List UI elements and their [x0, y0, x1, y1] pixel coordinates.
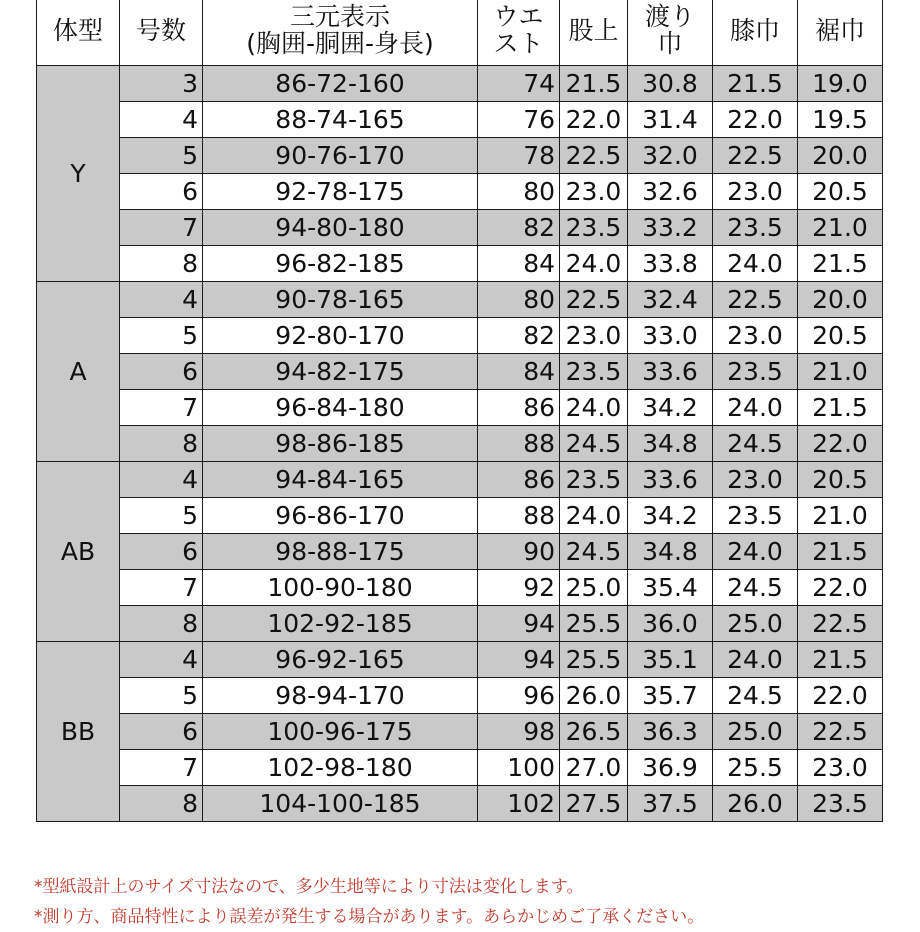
header-dimensions-line1: 三元表示: [289, 2, 390, 31]
thigh-cell: 33.2: [628, 210, 713, 246]
thigh-cell: 33.8: [628, 246, 713, 282]
dimensions-cell: 102-98-180: [203, 750, 478, 786]
dimensions-cell: 100-90-180: [203, 570, 478, 606]
size-number-cell: 6: [120, 354, 203, 390]
table-row: [37, 138, 883, 174]
header-waist: ウエ スト: [478, 0, 560, 66]
thigh-cell: 33.6: [628, 462, 713, 498]
hem-cell: 22.0: [798, 426, 883, 462]
waist-cell: 102: [478, 786, 560, 822]
size-number-cell: 3: [120, 66, 203, 102]
table-row: [37, 570, 883, 606]
hem-cell: 19.0: [798, 66, 883, 102]
table-row: [37, 462, 883, 498]
thigh-cell: 36.9: [628, 750, 713, 786]
table-row: [37, 534, 883, 570]
table-row: [37, 282, 883, 318]
size-number-cell: 8: [120, 606, 203, 642]
hem-cell: 23.0: [798, 750, 883, 786]
waist-cell: 90: [478, 534, 560, 570]
note-line: *測り方、商品特性により誤差が発生する場合があります。あらかじめご了承ください。: [34, 907, 705, 927]
header-body-type: 体型: [37, 0, 120, 66]
note-line: *型紙設計上のサイズ寸法なので、多少生地等により寸法は変化します。: [34, 877, 584, 897]
thigh-cell: 34.2: [628, 498, 713, 534]
knee-cell: 25.0: [713, 606, 798, 642]
waist-cell: 92: [478, 570, 560, 606]
hem-cell: 21.5: [798, 534, 883, 570]
dimensions-cell: 98-88-175: [203, 534, 478, 570]
knee-cell: 21.5: [713, 66, 798, 102]
table-row: [37, 354, 883, 390]
thigh-cell: 33.6: [628, 354, 713, 390]
body-type-cell: Y: [37, 66, 120, 282]
rise-cell: 25.5: [560, 642, 628, 678]
thigh-cell: 34.2: [628, 390, 713, 426]
hem-cell: 21.0: [798, 354, 883, 390]
knee-cell: 24.5: [713, 426, 798, 462]
size-number-cell: 7: [120, 210, 203, 246]
waist-cell: 76: [478, 102, 560, 138]
table-row: [37, 246, 883, 282]
knee-cell: 24.0: [713, 642, 798, 678]
waist-cell: 88: [478, 426, 560, 462]
size-number-cell: 4: [120, 102, 203, 138]
table-row: [37, 390, 883, 426]
rise-cell: 23.0: [560, 318, 628, 354]
dimensions-cell: 94-84-165: [203, 462, 478, 498]
rise-cell: 26.0: [560, 678, 628, 714]
waist-cell: 88: [478, 498, 560, 534]
table-row: [37, 642, 883, 678]
thigh-cell: 36.0: [628, 606, 713, 642]
knee-cell: 23.0: [713, 174, 798, 210]
thigh-cell: 35.7: [628, 678, 713, 714]
waist-cell: 78: [478, 138, 560, 174]
thigh-cell: 30.8: [628, 66, 713, 102]
rise-cell: 22.5: [560, 282, 628, 318]
rise-cell: 24.0: [560, 246, 628, 282]
rise-cell: 22.5: [560, 138, 628, 174]
hem-cell: 21.5: [798, 246, 883, 282]
thigh-cell: 35.1: [628, 642, 713, 678]
waist-cell: 84: [478, 246, 560, 282]
rise-cell: 24.5: [560, 426, 628, 462]
size-number-cell: 7: [120, 570, 203, 606]
hem-cell: 20.5: [798, 174, 883, 210]
table-row: [37, 786, 883, 822]
thigh-cell: 32.0: [628, 138, 713, 174]
waist-cell: 74: [478, 66, 560, 102]
waist-cell: 84: [478, 354, 560, 390]
size-number-cell: 5: [120, 678, 203, 714]
table-row: [37, 102, 883, 138]
knee-cell: 23.5: [713, 498, 798, 534]
thigh-cell: 32.6: [628, 174, 713, 210]
rise-cell: 26.5: [560, 714, 628, 750]
hem-cell: 20.5: [798, 318, 883, 354]
dimensions-cell: 96-84-180: [203, 390, 478, 426]
thigh-cell: 32.4: [628, 282, 713, 318]
waist-cell: 86: [478, 462, 560, 498]
size-number-cell: 8: [120, 786, 203, 822]
size-number-cell: 4: [120, 282, 203, 318]
rise-cell: 24.0: [560, 498, 628, 534]
size-number-cell: 6: [120, 174, 203, 210]
dimensions-cell: 92-78-175: [203, 174, 478, 210]
hem-cell: 19.5: [798, 102, 883, 138]
knee-cell: 26.0: [713, 786, 798, 822]
dimensions-cell: 94-82-175: [203, 354, 478, 390]
rise-cell: 23.5: [560, 354, 628, 390]
rise-cell: 24.0: [560, 390, 628, 426]
knee-cell: 23.5: [713, 210, 798, 246]
waist-cell: 96: [478, 678, 560, 714]
knee-cell: 24.0: [713, 390, 798, 426]
size-chart-table: [36, 0, 883, 822]
rise-cell: 23.0: [560, 174, 628, 210]
hem-cell: 20.5: [798, 462, 883, 498]
table-row: [37, 678, 883, 714]
thigh-cell: 37.5: [628, 786, 713, 822]
body-type-cell: A: [37, 282, 120, 462]
header-thigh: 渡り 巾: [628, 0, 713, 66]
table-row: [37, 714, 883, 750]
dimensions-cell: 104-100-185: [203, 786, 478, 822]
thigh-cell: 31.4: [628, 102, 713, 138]
hem-cell: 23.5: [798, 786, 883, 822]
table-row: [37, 498, 883, 534]
knee-cell: 23.0: [713, 462, 798, 498]
waist-cell: 80: [478, 282, 560, 318]
waist-cell: 100: [478, 750, 560, 786]
thigh-cell: 33.0: [628, 318, 713, 354]
size-number-cell: 4: [120, 462, 203, 498]
size-number-cell: 6: [120, 534, 203, 570]
hem-cell: 21.5: [798, 390, 883, 426]
body-type-cell: AB: [37, 462, 120, 642]
dimensions-cell: 90-76-170: [203, 138, 478, 174]
size-number-cell: 5: [120, 138, 203, 174]
size-number-cell: 4: [120, 642, 203, 678]
dimensions-cell: 102-92-185: [203, 606, 478, 642]
header-dimensions: [203, 0, 478, 66]
knee-cell: 24.0: [713, 534, 798, 570]
knee-cell: 22.5: [713, 138, 798, 174]
rise-cell: 25.0: [560, 570, 628, 606]
waist-cell: 94: [478, 606, 560, 642]
waist-cell: 86: [478, 390, 560, 426]
dimensions-cell: 96-92-165: [203, 642, 478, 678]
hem-cell: 20.0: [798, 282, 883, 318]
knee-cell: 24.5: [713, 570, 798, 606]
knee-cell: 24.5: [713, 678, 798, 714]
size-number-cell: 5: [120, 318, 203, 354]
hem-cell: 21.5: [798, 642, 883, 678]
hem-cell: 21.0: [798, 498, 883, 534]
knee-cell: 23.5: [713, 354, 798, 390]
dimensions-cell: 90-78-165: [203, 282, 478, 318]
waist-cell: 82: [478, 210, 560, 246]
body-type-cell: BB: [37, 642, 120, 822]
hem-cell: 22.5: [798, 606, 883, 642]
hem-cell: 22.5: [798, 714, 883, 750]
table-row: [37, 174, 883, 210]
knee-cell: 22.5: [713, 282, 798, 318]
size-number-cell: 7: [120, 390, 203, 426]
size-number-cell: 8: [120, 246, 203, 282]
hem-cell: 22.0: [798, 570, 883, 606]
thigh-cell: 34.8: [628, 426, 713, 462]
rise-cell: 25.5: [560, 606, 628, 642]
table-body: [37, 66, 883, 822]
knee-cell: 25.5: [713, 750, 798, 786]
table-row: [37, 66, 883, 102]
waist-cell: 94: [478, 642, 560, 678]
size-number-cell: 8: [120, 426, 203, 462]
table-row: [37, 318, 883, 354]
rise-cell: 21.5: [560, 66, 628, 102]
thigh-cell: 34.8: [628, 534, 713, 570]
header-rise: 股上: [560, 0, 628, 66]
knee-cell: 23.0: [713, 318, 798, 354]
hem-cell: 20.0: [798, 138, 883, 174]
table-row: [37, 210, 883, 246]
hem-cell: 22.0: [798, 678, 883, 714]
knee-cell: 22.0: [713, 102, 798, 138]
header-dimensions-line2: (胸囲-胴囲-身長): [246, 29, 434, 58]
knee-cell: 25.0: [713, 714, 798, 750]
table-row: [37, 606, 883, 642]
dimensions-cell: 96-86-170: [203, 498, 478, 534]
notes: [34, 872, 914, 932]
dimensions-cell: 98-94-170: [203, 678, 478, 714]
size-number-cell: 7: [120, 750, 203, 786]
waist-cell: 98: [478, 714, 560, 750]
dimensions-cell: 86-72-160: [203, 66, 478, 102]
dimensions-cell: 94-80-180: [203, 210, 478, 246]
waist-cell: 82: [478, 318, 560, 354]
dimensions-cell: 96-82-185: [203, 246, 478, 282]
rise-cell: 23.5: [560, 210, 628, 246]
thigh-cell: 36.3: [628, 714, 713, 750]
header-row: [37, 0, 883, 66]
rise-cell: 27.5: [560, 786, 628, 822]
dimensions-cell: 100-96-175: [203, 714, 478, 750]
dimensions-cell: 92-80-170: [203, 318, 478, 354]
rise-cell: 22.0: [560, 102, 628, 138]
rise-cell: 23.5: [560, 462, 628, 498]
header-hem: 裾巾: [798, 0, 883, 66]
size-number-cell: 5: [120, 498, 203, 534]
rise-cell: 24.5: [560, 534, 628, 570]
size-number-cell: 6: [120, 714, 203, 750]
hem-cell: 21.0: [798, 210, 883, 246]
header-size-number: 号数: [120, 0, 203, 66]
table-row: [37, 426, 883, 462]
table-row: [37, 750, 883, 786]
dimensions-cell: 98-86-185: [203, 426, 478, 462]
rise-cell: 27.0: [560, 750, 628, 786]
header-knee: 膝巾: [713, 0, 798, 66]
dimensions-cell: 88-74-165: [203, 102, 478, 138]
thigh-cell: 35.4: [628, 570, 713, 606]
waist-cell: 80: [478, 174, 560, 210]
knee-cell: 24.0: [713, 246, 798, 282]
